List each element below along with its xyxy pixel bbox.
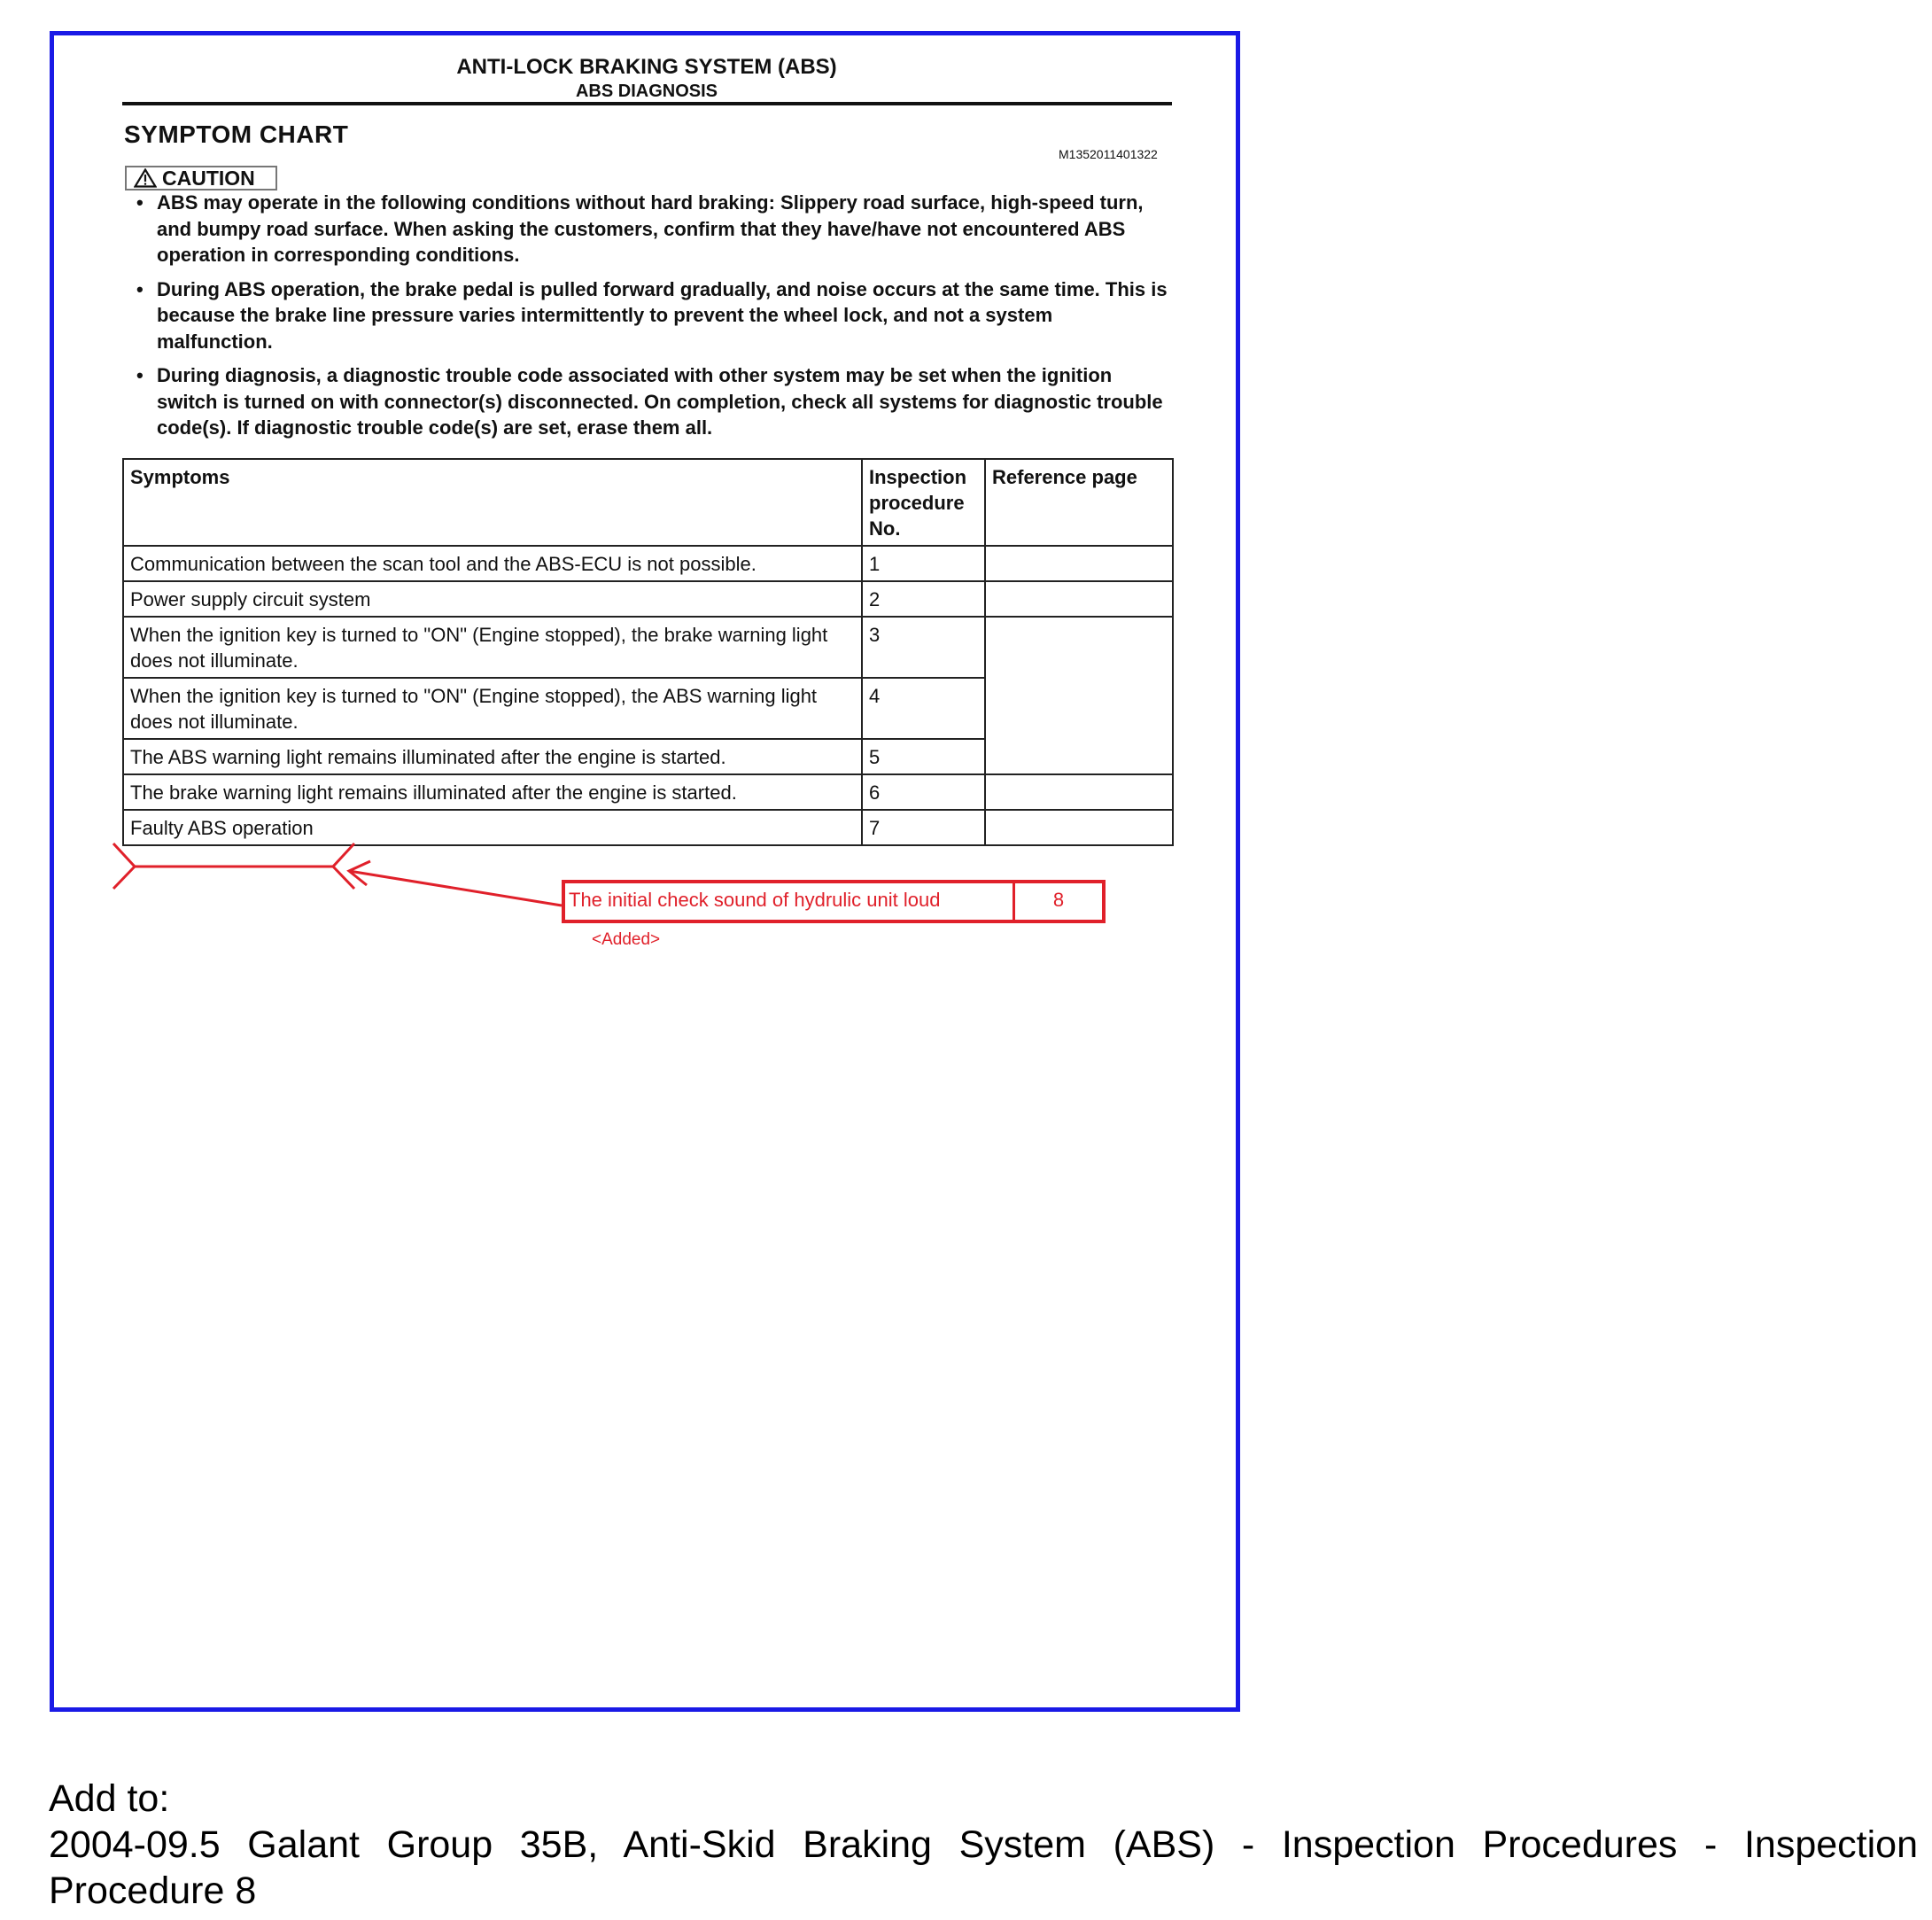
header-reference-page: Reference page — [985, 459, 1173, 546]
procedure-no-cell: 4 — [862, 678, 985, 739]
header-subtitle: ABS DIAGNOSIS — [575, 82, 718, 101]
procedure-no-cell: 2 — [862, 581, 985, 617]
footer-line3: Procedure 8 — [49, 1869, 257, 1912]
symptom-cell: When the ignition key is turned to "ON" (Engine stopped), the brake warning light does not illuminate. — [123, 617, 862, 678]
caution-item: • During diagnosis, a diagnostic trouble code associated with other system may be set when the ignition switch is turned on with connector(s) disconnected. On completion, check all systems for diagnostic trouble code(s). If diagnostic trouble code(s) are set, erase them all. — [133, 362, 1169, 441]
procedure-no-cell: 3 — [862, 617, 985, 678]
procedure-no-cell: 1 — [862, 546, 985, 581]
header-title: ANTI-LOCK BRAKING SYSTEM (ABS) — [456, 55, 837, 79]
footer-line1: Add to: — [49, 1777, 170, 1820]
added-note: <Added> — [592, 930, 661, 949]
section-title: SYMPTOM CHART — [124, 120, 349, 148]
header-symptoms: Symptoms — [123, 459, 862, 546]
symptom-cell: When the ignition key is turned to "ON" (Engine stopped), the ABS warning light does not illuminate. — [123, 678, 862, 739]
arrow-shaft — [349, 871, 562, 906]
symptom-cell: The ABS warning light remains illuminated after the engine is started. — [123, 739, 862, 774]
document-id: M1352011401322 — [1059, 147, 1158, 161]
insertion-mark-left — [113, 843, 135, 889]
caution-text: CAUTION — [162, 166, 255, 190]
symptom-cell: Power supply circuit system — [123, 581, 862, 617]
symptom-cell: The brake warning light remains illuminated after the engine is started. — [123, 774, 862, 810]
symptom-cell: Faulty ABS operation — [123, 810, 862, 845]
procedure-no-cell: 7 — [862, 810, 985, 845]
footer-line2: 2004-09.5 Galant Group 35B, Anti-Skid Braking System (ABS) - Inspection Procedures - Inspection — [49, 1823, 1918, 1866]
procedure-no-cell: 6 — [862, 774, 985, 810]
insertion-mark-right — [333, 843, 354, 889]
added-symptom: The initial check sound of hydrulic unit loud — [565, 883, 1015, 920]
footer-note — [49, 1776, 1918, 1914]
procedure-no-cell: 5 — [862, 739, 985, 774]
added-procedure-no: 8 — [1052, 889, 1065, 911]
symptom-cell: Communication between the scan tool and the ABS-ECU is not possible. — [123, 546, 862, 581]
header-procedure-no: Inspection procedure No. — [862, 459, 985, 546]
caution-item: • ABS may operate in the following conditions without hard braking: Slippery road surface, high-speed turn, and bumpy road surface. When asking the customers, confirm that they have/have not encountered ABS operation in corresponding conditions. — [133, 190, 1169, 268]
added-row — [562, 880, 1106, 923]
caution-item: • During ABS operation, the brake pedal is pulled forward gradually, and noise occurs at the same time. This is because the brake line pressure varies intermittently to prevent the wheel lock, and not a system malfunction. — [133, 276, 1169, 355]
